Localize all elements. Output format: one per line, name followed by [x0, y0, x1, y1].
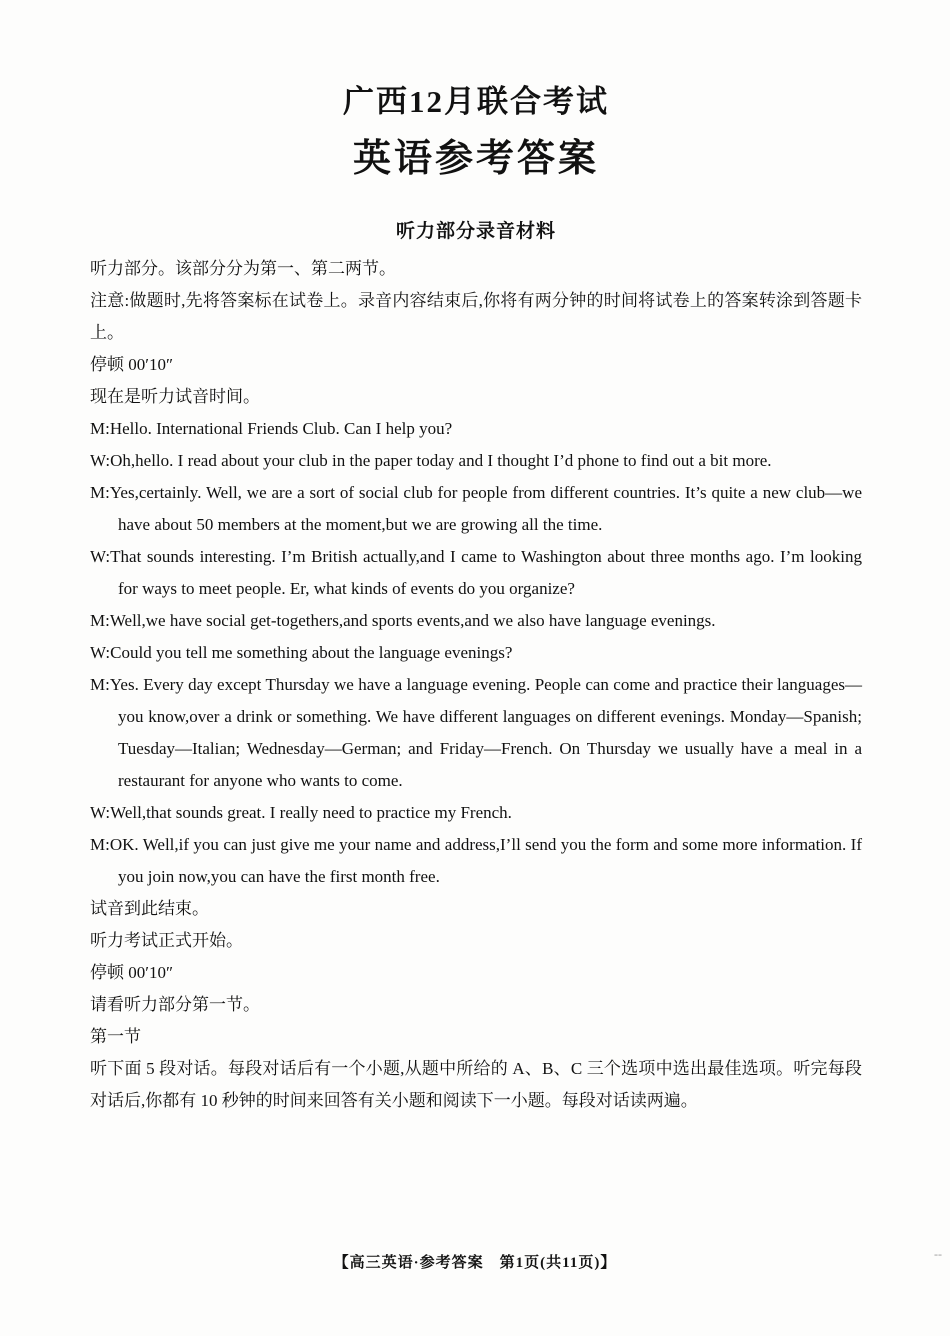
speaker-label: M:	[90, 483, 110, 502]
speaker-label: M:	[90, 419, 110, 438]
text-paragraph	[90, 989, 862, 1021]
paragraph-text: 听力部分。该部分分为第一、第二两节。	[90, 259, 396, 278]
paragraph-text: Could you tell me something about the language evenings?	[110, 643, 513, 662]
dialogue-line	[90, 829, 862, 893]
dialogue-line	[90, 637, 862, 669]
paragraph-text: 注意:做题时,先将答案标在试卷上。录音内容结束后,你将有两分钟的时间将试卷上的答案转涂到答题卡上。	[90, 291, 862, 342]
scan-artifact-mark: --	[934, 1247, 942, 1261]
speaker-label: W:	[90, 451, 111, 470]
dialogue-line	[90, 669, 862, 797]
speaker-label: M:	[90, 835, 110, 854]
paragraph-text: 现在是听力试音时间。	[90, 387, 260, 406]
paragraph-text: 请看听力部分第一节。	[90, 995, 260, 1014]
paragraph-text: 试音到此结束。	[90, 899, 209, 918]
text-paragraph	[90, 1021, 862, 1053]
text-paragraph	[90, 285, 862, 349]
page-footer: 【高三英语·参考答案 第1页(共11页)】	[333, 1255, 617, 1271]
speaker-label: M:	[90, 675, 110, 694]
dialogue-line	[90, 445, 862, 477]
paragraph-text: That sounds interesting. I’m British actually,and I came to Washington about three months ago. I’m looking for ways to meet people. Er, what kinds of events do you organize?	[110, 547, 862, 598]
paragraph-text: 听力考试正式开始。	[90, 931, 243, 950]
paragraph-text: OK. Well,if you can just give me your name and address,I’ll send you the form and some more information. If you join now,you can have the first month free.	[109, 835, 862, 886]
speaker-label: W:	[90, 803, 111, 822]
transcript-body	[90, 253, 862, 1117]
paragraph-text: Oh,hello. I read about your club in the paper today and I thought I’d phone to find out a bit more.	[110, 451, 772, 470]
answer-key-title: 英语参考答案	[352, 138, 599, 180]
paragraph-text: Well,that sounds great. I really need to practice my French.	[110, 803, 512, 822]
text-paragraph	[90, 349, 862, 381]
dialogue-line	[90, 541, 862, 605]
exam-title: 广西12月联合考试	[343, 84, 609, 119]
paragraph-text: Well,we have social get-togethers,and sports events,and we also have language evenings.	[109, 611, 716, 630]
listening-section-heading: 听力部分录音材料	[395, 221, 556, 242]
dialogue-line	[90, 605, 862, 637]
paragraph-text: 停顿 00′10″	[90, 963, 174, 982]
paragraph-text: Hello. International Friends Club. Can I help you?	[109, 419, 453, 438]
dialogue-line	[90, 413, 862, 445]
dialogue-line	[90, 477, 862, 541]
paragraph-text: Yes,certainly. Well, we are a sort of social club for people from different countries. It’s quite a new club—we have about 50 members at the moment,but we are growing all the time.	[109, 483, 862, 534]
speaker-label: W:	[90, 547, 111, 566]
text-paragraph	[90, 1053, 862, 1117]
text-paragraph	[90, 957, 862, 989]
text-paragraph	[90, 253, 862, 285]
text-paragraph	[90, 893, 862, 925]
dialogue-line	[90, 797, 862, 829]
speaker-label: M:	[90, 611, 110, 630]
paragraph-text: Yes. Every day except Thursday we have a language evening. People can come and practice their languages—you know,over a drink or something. We have different languages on different evenings. Monday—Spanish; Tuesday—Italian; Wednesday—German; and Friday—French. On Thursday we usually have a meal in a restaurant for anyone who wants to come.	[109, 675, 862, 790]
paragraph-text: 听下面 5 段对话。每段对话后有一个小题,从题中所给的 A、B、C 三个选项中选出最佳选项。听完每段对话后,你都有 10 秒钟的时间来回答有关小题和阅读下一小题。每段对话读两遍。	[90, 1059, 862, 1110]
text-paragraph	[90, 381, 862, 413]
speaker-label: W:	[90, 643, 111, 662]
paragraph-text: 停顿 00′10″	[90, 355, 174, 374]
text-paragraph	[90, 925, 862, 957]
paragraph-text: 第一节	[90, 1027, 141, 1046]
